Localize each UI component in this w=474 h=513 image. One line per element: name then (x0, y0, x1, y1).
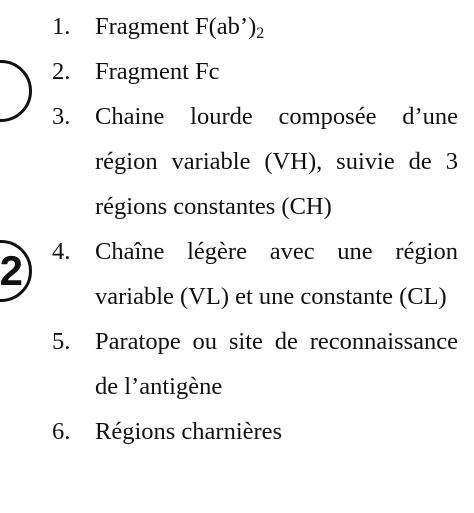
list-item-text: Fragment Fc (95, 58, 220, 85)
legend-list (52, 0, 458, 454)
circled-number-2-marker (0, 240, 32, 302)
list-item-number: 5. (52, 328, 71, 355)
list-item (52, 319, 458, 409)
list-item-text: Paratope ou site de reconnaissance de l’antigène (95, 328, 458, 400)
list-item (52, 409, 458, 454)
list-item-subscript: 2 (256, 25, 265, 42)
list-item (52, 229, 458, 319)
circled-number-2-label: 2 (0, 247, 23, 294)
list-item (52, 94, 458, 229)
list-item-number: 1. (52, 13, 71, 40)
list-item-text: Chaîne légère avec une région variable (VL) et une constante (CL) (95, 238, 458, 310)
list-item-number: 3. (52, 103, 71, 130)
list-item-text: Régions charnières (95, 418, 283, 445)
list-item-number: 6. (52, 418, 71, 445)
circled-number-1-marker (0, 60, 32, 122)
list-item-number: 4. (52, 238, 71, 265)
list-item-number: 2. (52, 58, 71, 85)
list-item (52, 49, 458, 94)
list-item-text: Chaine lourde composée d’une région variable (VH), suivie de 3 régions constantes (CH) (95, 103, 458, 220)
list-item-text (95, 4, 458, 49)
list-item (52, 4, 458, 49)
list-item-text-main: Fragment F(ab’) (95, 13, 257, 40)
